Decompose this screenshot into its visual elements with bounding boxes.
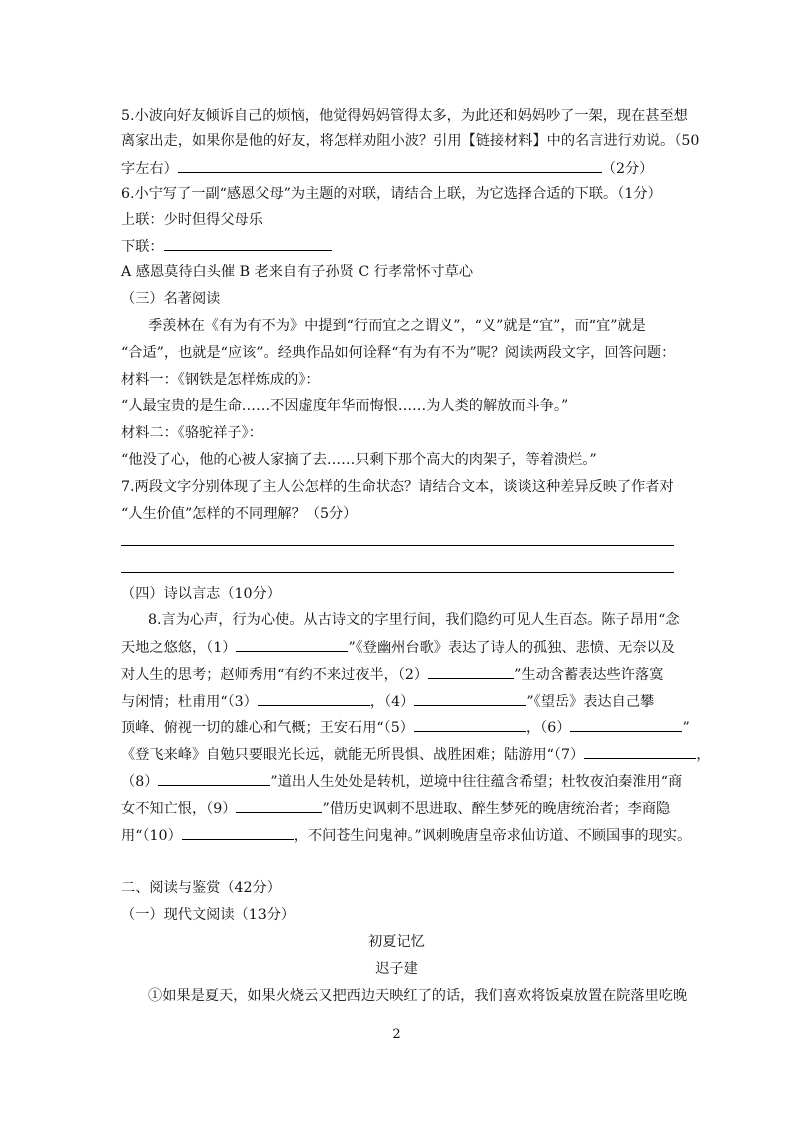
article-author: 迟子建 [375,961,418,977]
part-2-title: 二、阅读与鉴赏（42分） [121,880,281,896]
article-para-1: ①如果是夏天，如果火烧云又把西边天映红了的话，我们喜欢将饭桌放置在院落里吃晚 [148,988,688,1004]
part-2-subtitle: （一）现代文阅读（13分） [121,907,296,923]
section-3-para-2: “合适”，也就是“应该”。经典作品如何诠释“有为有不为”呢？阅读两段文字，回答问题： [121,345,676,361]
q6-lower-couplet [121,236,332,257]
answer-blank-10[interactable] [182,825,294,840]
q6-options: A 感恩莫待白头催 B 老来自有子孙贤 C 行孝常怀寸草心 [121,264,474,280]
q8-line-7 [121,771,682,792]
q7-line-2: “人生价值”怎样的不同理解？（5分） [121,506,358,522]
section-3-title: （三）名著阅读 [121,291,221,307]
answer-blank-q6[interactable] [164,236,332,251]
q8-line-3 [121,664,663,685]
q8-text: 女不知亡恨，（9） [121,801,237,817]
q8-text: ”《登幽州台歌》表达了诗人的孤独、悲愤、无奈以及 [348,640,675,656]
answer-line-q7-2[interactable] [121,572,674,573]
article-title: 初夏记忆 [368,934,425,950]
material-2-label: 材料二：《骆驼祥子》： [121,425,263,441]
q8-text: 用“（10） [121,828,182,844]
q8-text: 与闲情；杜甫用“（3） [121,694,258,710]
q8-text: ” [682,720,690,736]
q7-line-1: 7.两段文字分别体现了主人公怎样的生命状态？请结合文本，谈谈这种差异反映了作者对 [121,479,674,495]
q8-text: 《登飞来峰》自勉只要眼光长远，就能无所畏惧、战胜困难；陆游用“（7） [121,747,585,763]
q8-text: ”借历史讽刺不思进取、醉生梦死的晚唐统治者；李商隐 [322,801,671,817]
answer-blank-q5[interactable] [178,158,602,173]
q5-line-3-lead: 字左右） [121,161,178,177]
material-1-quote: “人最宝贵的是生命……不因虚度年华而悔恨……为人类的解放而斗争。” [121,398,569,414]
q8-text: （8） [121,774,159,790]
section-4-title: （四）诗以言志（10分） [121,586,281,602]
q5-line-2: 离家出走，如果你是他的好友，将怎样劝阻小波？引用【链接材料】中的名言进行劝说。（50 [121,133,700,149]
q8-text: ，（4） [369,694,415,710]
answer-blank-8[interactable] [158,771,270,786]
q8-text: ”生动含蓄表达些许落寞 [514,667,664,683]
q8-line-2 [121,637,675,658]
q8-text: ”《望岳》表达自己攀 [526,694,655,710]
material-2-quote: “他没了心，他的心被人家摘了去……只剩下那个高大的肉架子，等着溃烂。” [121,452,597,468]
q6-line-1: 6.小宁写了一副“感恩父母”为主题的对联，请结合上联，为它选择合适的下联。（1分） [121,186,662,202]
q8-text: ”道出人生处处是转机，逆境中往往蕴含希望；杜牧夜泊秦淮用“商 [270,774,683,790]
q8-line-1: 8.言为心声，行为心使。从古诗文的字里行间，我们隐约可见人生百态。陈子昂用“念 [148,612,680,628]
q8-line-8 [121,798,670,819]
answer-blank-7[interactable] [584,744,696,759]
q8-text: 对人生的思考；赵师秀用“有约不来过夜半，（2） [121,667,429,683]
q5-line-3 [121,158,653,179]
q8-line-4 [121,691,654,712]
q8-text: 天地之悠悠，（1） [121,640,237,656]
answer-blank-2[interactable] [428,664,514,679]
q6-upper-couplet: 上联：少时但得父母乐 [121,212,263,228]
q8-line-9 [121,825,691,846]
q6-lower-label: 下联： [121,239,164,255]
answer-line-q7-1[interactable] [121,545,674,546]
q8-text: ，（6） [525,720,571,736]
section-3-para-1: 季羡林在《有为有不为》中提到“行而宜之之谓义”，“义”就是“宜”，而“宜”就是 [148,318,646,334]
material-1-label: 材料一：《钢铁是怎样炼成的》： [121,372,320,388]
q8-text: ，不问苍生问鬼神。”讽刺晚唐皇帝求仙访道、不顾国事的现实。 [293,828,692,844]
q8-text: 顶峰、俯视一切的雄心和气概；王安石用“（5） [121,720,414,736]
answer-blank-4[interactable] [414,691,526,706]
q5-score: （2分） [601,161,654,177]
answer-blank-3[interactable] [258,691,370,706]
page-number: 2 [392,1027,401,1042]
q8-text: ， [696,747,711,763]
q8-line-5 [121,717,690,738]
answer-blank-1[interactable] [236,637,348,652]
q5-line-1: 5.小波向好友倾诉自己的烦恼，他觉得妈妈管得太多，为此还和妈妈吵了一架，现在甚至想 [121,108,688,124]
answer-blank-6[interactable] [570,717,682,732]
answer-blank-5[interactable] [414,717,526,732]
answer-blank-9[interactable] [236,798,322,813]
q8-line-6 [121,744,710,765]
